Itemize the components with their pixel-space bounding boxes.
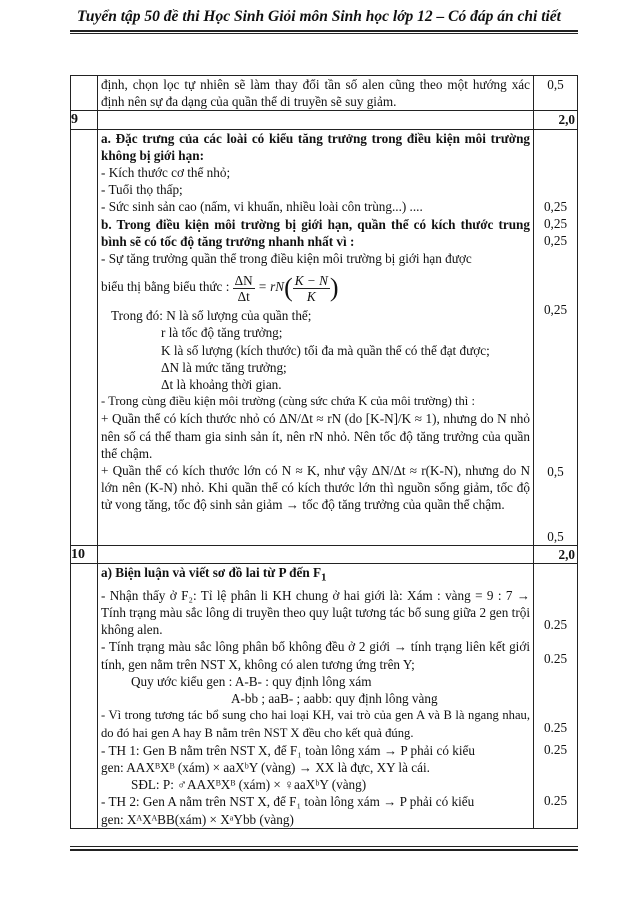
answer-paragraph: - Vì trong tương tác bổ sung cho hai loại KH, vai trò của gen A và B là ngang nhau, do đó hai gen A hay B nằm trên NST X đều cho kết quả đúng.	[101, 708, 530, 740]
answer-line: Quy ước kiểu gen : A-B- : quy định lông xám	[131, 673, 372, 689]
answer-paragraph: + Quần thể có kích thước nhỏ có ΔN/Δt ≈ rN (do [K-N]/K ≈ 1), nhưng do N nhỏ nên số cá thể tham gia sinh sản ít, nên rN nhỏ. Nên tốc độ tăng trưởng của quần thể chậm.	[101, 411, 530, 461]
empty-cell	[98, 111, 534, 129]
score: 0,25	[543, 302, 568, 318]
header-rule	[70, 30, 578, 32]
section-title-text: a) Biện luận và viết sơ đồ lai từ P đến F	[101, 565, 322, 581]
score: 0,25	[543, 233, 568, 249]
answer-line: gen: AAXᴮXᴮ (xám) × aaXᵇY (vàng) → XX là đực, XY là cái.	[101, 759, 430, 775]
question-9-body	[71, 129, 578, 545]
paren-close: )	[329, 273, 339, 303]
answer-line: - Sức sinh sản cao (nấm, vi khuẩn, nhiều loài côn trùng...) ....	[101, 199, 423, 215]
answer-line: - Kích thước cơ thể nhỏ;	[101, 165, 231, 181]
question-number-cell	[71, 564, 98, 829]
score: 0.25	[543, 741, 568, 757]
answer-content	[98, 129, 534, 545]
score: 0.25	[543, 720, 568, 736]
score: 0.25	[543, 651, 568, 667]
question-10-header	[71, 545, 578, 563]
score: 0.25	[543, 792, 568, 808]
score: 0.25	[543, 617, 568, 633]
question-number: 9	[71, 111, 98, 129]
answer-line: SĐL: P: ♂AAXᴮXᴮ (xám) × ♀aaXᵇY (vàng)	[131, 777, 367, 793]
score-cell: 0,5	[534, 76, 578, 111]
answer-line: gen: XᴬXᴬBB(xám) × XᵃYbb (vàng)	[101, 811, 294, 827]
answer-line: ΔN là mức tăng trưởng;	[161, 359, 287, 375]
fraction-denominator: K	[306, 288, 316, 304]
answer-line: Trong đó: N là số lượng của quần thể;	[111, 308, 312, 324]
question-10-body	[71, 564, 578, 829]
answer-table	[70, 75, 578, 829]
answer-line: - TH 2: Gen A nằm trên NST X, để F₁ toàn lông xám → P phải có kiểu	[101, 794, 475, 810]
total-score: 2,0	[534, 545, 578, 563]
question-number: 10	[71, 545, 98, 563]
question-9-header	[71, 111, 578, 129]
answer-line: Δt là khoảng thời gian.	[161, 377, 282, 393]
section-title	[101, 564, 530, 587]
score: 0,5	[547, 528, 564, 544]
footer-rule-thick	[70, 849, 578, 851]
answer-paragraph: - Nhận thấy ở F₂: Tỉ lệ phân li KH chung ở hai giới là: Xám : vàng = 9 : 7 → Tính trạng màu sắc lông di truyền theo quy luật tương tác bổ sung giữa 2 gen trội không alen.	[101, 587, 530, 638]
formula-text: = rN	[257, 279, 285, 295]
header-rule-thin	[70, 33, 578, 34]
fraction-numerator: ΔN	[234, 272, 253, 288]
footer-rule	[70, 846, 578, 847]
answer-line: r là tốc độ tăng trưởng;	[161, 325, 283, 341]
answer-line: A-bb ; aaB- ; aabb: quy định lông vàng	[231, 691, 438, 707]
empty-cell	[98, 545, 534, 563]
score-column	[534, 564, 578, 829]
fraction-denominator: Δt	[237, 288, 250, 304]
answer-line: K là số lượng (kích thước) tối đa mà quần thể có thể đạt được;	[161, 342, 490, 358]
score: 0,25	[543, 198, 568, 214]
section-title: a. Đặc trưng của các loài có kiểu tăng trưởng trong điều kiện môi trường không bị giới hạn:	[101, 130, 530, 163]
answer-line: - TH 1: Gen B nằm trên NST X, để F₁ toàn lông xám → P phải có kiểu	[101, 742, 475, 758]
paren-open: (	[284, 273, 293, 303]
answer-content	[98, 564, 534, 829]
table-row	[71, 76, 578, 111]
fraction-dn-dt	[233, 273, 255, 304]
question-number-cell	[71, 129, 98, 545]
score: 0,25	[543, 215, 568, 231]
formula-line	[101, 267, 530, 307]
score-column	[534, 129, 578, 545]
fraction-numerator: K − N	[294, 272, 328, 288]
score: 0,5	[547, 464, 564, 480]
question-number-cell	[71, 76, 98, 111]
subscript: 1	[321, 571, 327, 584]
page-header: Tuyển tập 50 đề thi Học Sinh Giỏi môn Sinh học lớp 12 – Có đáp án chi tiết	[76, 8, 561, 25]
total-score: 2,0	[534, 111, 578, 129]
answer-line: - Trong cùng điều kiện môi trường (cùng sức chứa K của môi trường) thì :	[101, 394, 475, 409]
answer-text: định, chọn lọc tự nhiên sẽ làm thay đổi tần số alen cũng theo một hướng xác định nên sự đa dạng của quần thể di truyền sẽ suy giảm.	[98, 76, 534, 111]
fraction-k	[293, 273, 330, 304]
answer-paragraph: - Tính trạng màu sắc lông phân bố không đều ở 2 giới → tính trạng liên kết giới tính, gen nằm trên NST X, không có alen tương ứng trên Y;	[101, 639, 530, 672]
section-title: b. Trong điều kiện môi trường bị giới hạn, quần thể có kích thước trung bình sẽ có tốc độ tăng trưởng nhanh nhất vì :	[101, 216, 530, 249]
answer-line: - Tuổi thọ thấp;	[101, 182, 183, 198]
answer-line: - Sự tăng trưởng quần thể trong điều kiện môi trường bị giới hạn được	[101, 251, 472, 267]
answer-line: biểu thị bằng biểu thức :	[101, 279, 230, 295]
answer-paragraph: + Quần thể có kích thước lớn có N ≈ K, như vậy ΔN/Δt ≈ r(K-N), nhưng do N lớn nên (K-N) nhỏ. Khi quần thể có kích thước lớn thì nguồn sống giảm, tốc độ tử vong tăng, tốc độ sinh sản giảm → tốc độ tăng trưởng của quần thể chậm.	[101, 463, 530, 513]
